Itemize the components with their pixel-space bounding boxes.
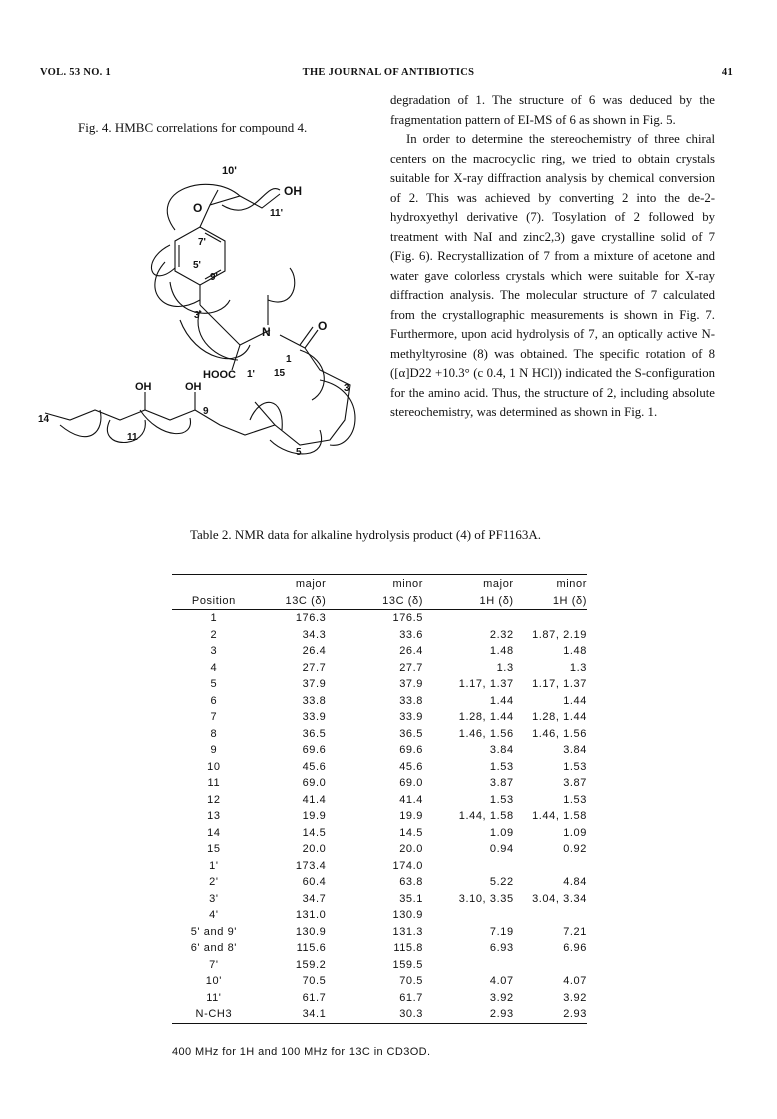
table-row	[172, 709, 587, 726]
table-cell: 8	[210, 727, 218, 740]
table-cell: 176.3	[295, 612, 327, 625]
body-paragraph-2: In order to determine the stereochemistry of three chiral centers on the macrocyclic ring, we tried to obtain crystals suitable for X-ray diffraction analysis by chemical conversion of 2. This was achieved by converting 2 into the de-2-hydroxyethyl derivative (7). Tosylation of 2 followed by treatment with NaI and zinc2,3) gave crystalline solid of 7 (Fig. 6). Recrystallization of 7 from a mixture of acetone and water gave colorless crystals which were suitable for X-ray diffraction analysis. The molecular structure of 7 calculated from the crystallographic measurements is shown in Fig. 7. Furthermore, upon acid hydrolysis of 7, an optically active N-methyltyrosine (8) was obtained. The specific rotation of 8 ([α]D22 +10.3° (c 0.4, 1 N HCl)) indicated the S-configuration for the amino acid. Thus, the structure of 2, including absolute stereochemistry, was determined as shown in Fig. 1.	[390, 132, 715, 419]
table-cell: 1.28, 1.44	[458, 711, 514, 724]
nmr-table	[172, 574, 587, 1024]
table-cell: 33.8	[399, 694, 424, 707]
table-cell: 4.07	[489, 975, 514, 988]
table-cell: 1.44, 1.58	[458, 810, 514, 823]
table-row	[172, 874, 587, 891]
table-group-header-row	[172, 575, 587, 593]
table-row	[172, 627, 587, 644]
table-cell	[443, 610, 514, 627]
table-cell: 2'	[209, 876, 219, 889]
table-cell: 33.9	[302, 711, 327, 724]
group-header: major	[256, 575, 353, 593]
table-cell: 3.92	[563, 991, 587, 1004]
label-5p: 5'	[193, 260, 201, 271]
table-cell: N-CH3	[172, 1006, 256, 1023]
table-cell: 26.4	[399, 645, 424, 658]
table-row	[172, 660, 587, 677]
table-cell: 130.9	[392, 909, 424, 922]
table-cell: 69.0	[302, 777, 327, 790]
table-cell	[514, 907, 587, 924]
table-cell: 3.92	[489, 991, 514, 1004]
table-cell: 1	[210, 612, 218, 625]
column-header: Position	[172, 592, 256, 610]
table-cell: 7'	[209, 958, 219, 971]
table-cell: 9	[210, 744, 218, 757]
label-11: 11	[127, 432, 138, 443]
table-row	[172, 924, 587, 941]
table-cell: 69.6	[302, 744, 327, 757]
table-cell: 10	[207, 760, 221, 773]
table-cell: 14	[207, 826, 221, 839]
table-cell: 3.84	[563, 744, 587, 757]
table-cell: 11'	[206, 991, 222, 1004]
table-cell: 1.48	[563, 645, 587, 658]
table-cell	[443, 957, 514, 974]
label-10p: 10'	[222, 165, 237, 177]
label-11p: 11'	[270, 208, 283, 219]
label-15: 15	[274, 368, 286, 379]
table-cell: 1.53	[489, 760, 514, 773]
table-cell: 10'	[205, 975, 222, 988]
table-cell: 7	[210, 711, 218, 724]
table-cell: 33.8	[302, 694, 327, 707]
table-row	[172, 676, 587, 693]
table-column-header-row	[172, 592, 587, 610]
table-cell: 69.6	[399, 744, 424, 757]
table-cell: 1.46, 1.56	[532, 727, 587, 740]
table-cell: 1.48	[489, 645, 514, 658]
table-body	[172, 610, 587, 1024]
table-cell: 30.3	[352, 1006, 443, 1023]
table-cell: 37.9	[399, 678, 424, 691]
table-row	[172, 726, 587, 743]
label-5: 5	[296, 447, 302, 458]
table-cell: 3.84	[489, 744, 514, 757]
page-number: 41	[721, 67, 733, 78]
table-cell: 4.84	[563, 876, 587, 889]
column-header: 13C (δ)	[352, 592, 443, 610]
table-cell: 176.5	[392, 612, 424, 625]
table-cell: 174.0	[392, 859, 424, 872]
table-cell: 19.9	[302, 810, 327, 823]
table-cell: 70.5	[302, 975, 327, 988]
table-cell	[514, 957, 587, 974]
table-cell	[514, 858, 587, 875]
table-cell: 5' and 9'	[190, 925, 238, 938]
table-cell: 5.22	[489, 876, 514, 889]
table-cell: 13	[207, 810, 221, 823]
table-cell: 173.4	[295, 859, 327, 872]
table-cell: 1.28, 1.44	[532, 711, 587, 724]
table-cell: 45.6	[399, 760, 424, 773]
column-header: 1H (δ)	[514, 592, 587, 610]
table-cell: 1.53	[563, 793, 587, 806]
column-header: 1H (δ)	[443, 592, 514, 610]
table-cell: 33.6	[399, 628, 424, 641]
table-cell: 0.94	[489, 843, 514, 856]
table-cell: 36.5	[302, 727, 327, 740]
table-cell: 2	[210, 628, 218, 641]
table-cell: 14.5	[399, 826, 424, 839]
label-oh1: OH	[135, 381, 152, 393]
table-cell: 1.3	[569, 661, 587, 674]
table-footnote: 400 MHz for 1H and 100 MHz for 13C in CD3OD.	[172, 1046, 431, 1058]
table-row	[172, 907, 587, 924]
table-cell: 35.1	[399, 892, 424, 905]
table-cell: 3.87	[489, 777, 514, 790]
table-cell: 69.0	[399, 777, 424, 790]
label-o2: O	[318, 319, 328, 333]
label-9p: 9'	[210, 272, 218, 283]
table-cell: 1.53	[489, 793, 514, 806]
table-cell: 15	[207, 843, 221, 856]
hmbc-structure-figure	[0, 150, 380, 470]
table-cell: 4.07	[563, 975, 587, 988]
label-3p: 3'	[194, 310, 202, 321]
body-paragraph-1: degradation of 1. The structure of 6 was deduced by the fragmentation pattern of EI-MS of 6 as shown in Fig. 5.	[390, 93, 715, 127]
table-row	[172, 759, 587, 776]
table-cell: 130.9	[295, 925, 327, 938]
table-cell: 11	[207, 777, 221, 790]
table-cell: 131.0	[295, 909, 327, 922]
table-row	[172, 775, 587, 792]
table-cell: 20.0	[399, 843, 424, 856]
table-row	[172, 891, 587, 908]
figure-caption: Fig. 4. HMBC correlations for compound 4.	[78, 120, 308, 135]
label-3: 3	[344, 383, 350, 394]
table-cell: 1.44, 1.58	[532, 810, 587, 823]
column-header: 13C (δ)	[256, 592, 353, 610]
group-header: minor	[352, 575, 443, 593]
table-cell: 0.92	[563, 843, 587, 856]
table-row	[172, 825, 587, 842]
label-1p: 1'	[247, 369, 255, 380]
table-cell: 70.5	[399, 975, 424, 988]
table-cell: 37.9	[302, 678, 327, 691]
table-cell	[443, 907, 514, 924]
table-row	[172, 940, 587, 957]
table-cell: 115.8	[393, 942, 424, 955]
label-n: N	[262, 325, 271, 339]
running-header-volume: VOL. 53 NO. 1	[40, 67, 112, 78]
table-cell: 41.4	[302, 793, 327, 806]
label-14: 14	[38, 414, 50, 425]
table-cell: 1'	[209, 859, 219, 872]
label-o: O	[193, 201, 203, 215]
table-cell: 1.53	[563, 760, 587, 773]
label-oh-top: OH	[284, 184, 302, 198]
table-cell: 34.3	[302, 628, 327, 641]
table-cell: 61.7	[302, 991, 327, 1004]
table-row	[172, 973, 587, 990]
label-oh2: OH	[185, 381, 202, 393]
table-cell: 12	[207, 793, 221, 806]
table-cell: 159.5	[392, 958, 424, 971]
table-cell: 6.93	[489, 942, 514, 955]
table-cell: 27.7	[302, 661, 327, 674]
table-cell: 14.5	[302, 826, 327, 839]
table-cell: 4'	[209, 909, 219, 922]
table-cell: 1.3	[496, 661, 514, 674]
table-cell: 34.7	[302, 892, 327, 905]
table-cell: 1.09	[489, 826, 514, 839]
label-1: 1	[286, 354, 292, 365]
table-row	[172, 808, 587, 825]
table-cell: 3.87	[563, 777, 587, 790]
table-cell	[443, 858, 514, 875]
table-row	[172, 643, 587, 660]
table-cell: 7.21	[563, 925, 587, 938]
table-cell: 34.1	[256, 1006, 353, 1023]
table-cell: 3'	[209, 892, 219, 905]
table-cell: 61.7	[399, 991, 424, 1004]
table-cell: 3	[210, 645, 218, 658]
table-row	[172, 610, 587, 627]
table-row	[172, 742, 587, 759]
table-cell: 60.4	[302, 876, 327, 889]
group-header: major	[443, 575, 514, 593]
table-cell: 27.7	[399, 661, 424, 674]
table-cell: 36.5	[399, 727, 424, 740]
table-caption: Table 2. NMR data for alkaline hydrolysis product (4) of PF1163A.	[190, 527, 541, 542]
body-text-column	[390, 91, 715, 423]
table-row	[172, 841, 587, 858]
table-row	[172, 990, 587, 1007]
table-cell: 1.17, 1.37	[532, 678, 587, 691]
table-cell: 6' and 8'	[190, 942, 238, 955]
table-cell: 26.4	[302, 645, 327, 658]
table-cell: 1.44	[563, 694, 587, 707]
table-cell: 1.09	[563, 826, 587, 839]
table-cell: 5	[210, 678, 218, 691]
table-cell	[514, 610, 587, 627]
label-9: 9	[203, 406, 209, 417]
table-cell: 1.44	[489, 694, 514, 707]
table-cell: 20.0	[302, 843, 327, 856]
table-cell: 2.93	[514, 1006, 587, 1023]
table-cell: 131.3	[392, 925, 424, 938]
table-cell: 63.8	[399, 876, 424, 889]
table-cell: 2.93	[443, 1006, 514, 1023]
label-hooc: HOOC	[203, 369, 236, 381]
table-cell: 6.96	[563, 942, 587, 955]
table-cell: 1.17, 1.37	[458, 678, 514, 691]
table-row	[172, 957, 587, 974]
table-cell: 33.9	[399, 711, 424, 724]
table-cell: 115.6	[296, 942, 327, 955]
table-cell: 4	[210, 661, 218, 674]
running-header-journal: THE JOURNAL OF ANTIBIOTICS	[302, 67, 475, 78]
table-cell: 41.4	[399, 793, 424, 806]
table-cell: 3.10, 3.35	[458, 892, 514, 905]
table-cell: 159.2	[295, 958, 327, 971]
table-cell: 1.46, 1.56	[458, 727, 514, 740]
table-cell: 3.04, 3.34	[532, 892, 587, 905]
table-row	[172, 693, 587, 710]
table-cell: 1.87, 2.19	[532, 628, 587, 641]
table-cell: 45.6	[302, 760, 327, 773]
table-cell: 7.19	[489, 925, 514, 938]
table-cell: 19.9	[399, 810, 424, 823]
table-row	[172, 858, 587, 875]
table-cell: 2.32	[489, 628, 514, 641]
table-row	[172, 792, 587, 809]
table-cell: 6	[210, 694, 218, 707]
label-7p: 7'	[198, 237, 206, 248]
group-header: minor	[514, 575, 587, 593]
table-row	[172, 1006, 587, 1023]
